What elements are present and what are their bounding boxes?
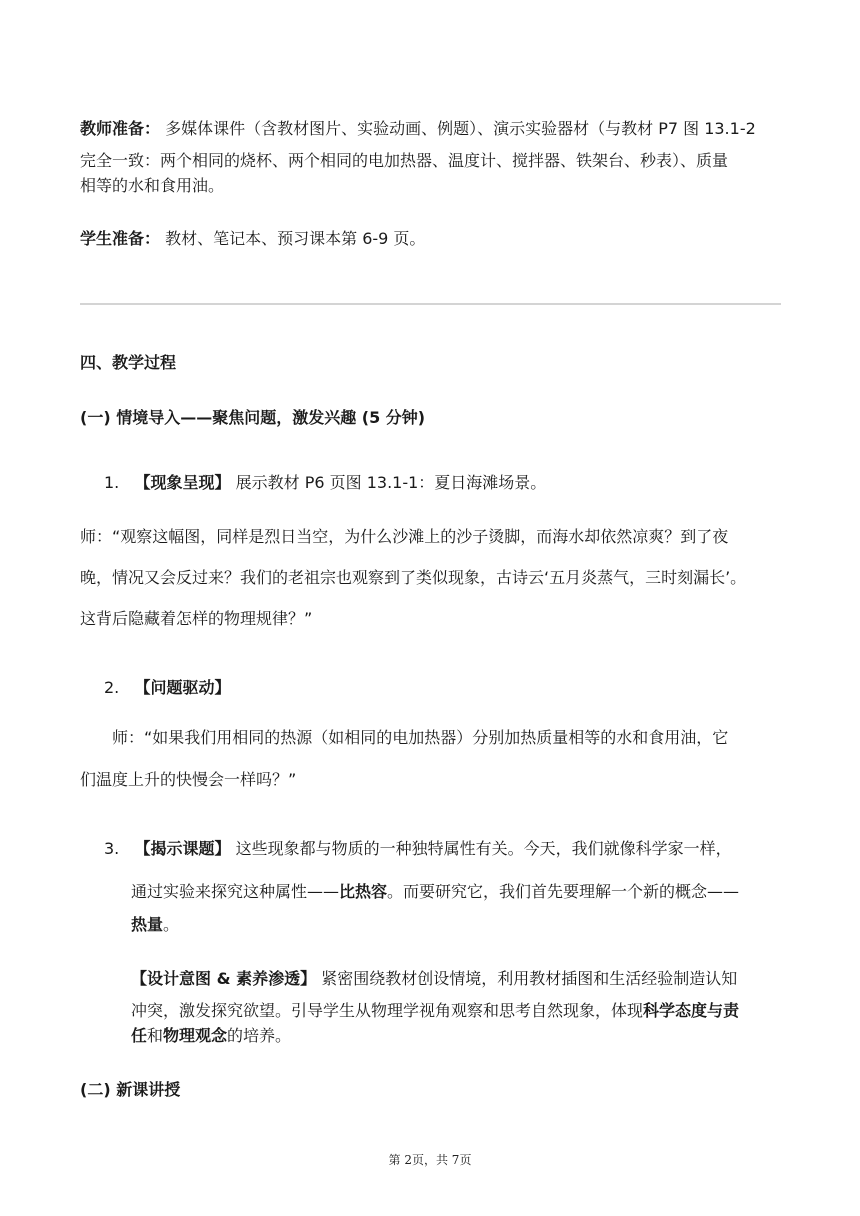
teacher-prep-line-3: 相等的水和食用油。	[80, 176, 225, 195]
section-heading: 四、教学过程	[80, 353, 177, 372]
list-number: 1.	[104, 473, 120, 492]
design-intent-line-1	[131, 968, 782, 990]
subsection-heading-new-lesson: (二) 新课讲授	[80, 1080, 181, 1099]
list-item-2	[104, 677, 782, 699]
text-segment: 和	[147, 1026, 164, 1045]
text-segment: 。	[163, 915, 180, 934]
section-divider	[80, 303, 781, 305]
keyword-science-attitude: 科学态度与责	[643, 1001, 740, 1020]
list-item-1	[104, 472, 782, 494]
list-item-label: 【问题驱动】	[134, 678, 231, 697]
text-segment: 。而要研究它，我们首先要理解一个新的概念——	[387, 882, 740, 901]
list-item-text: 这些现象都与物质的一种独特属性有关。今天，我们就像科学家一样，	[235, 839, 732, 858]
keyword-heat: 热量	[131, 915, 164, 934]
teacher-prep-text: 多媒体课件（含教材图片、实验动画、例题）、演示实验器材（与教材 P7 图 13.1-2	[165, 119, 756, 138]
list-item-3-line-3	[131, 914, 782, 936]
paragraph-2-line-2: 们温度上升的快慢会一样吗？”	[80, 770, 297, 789]
list-number: 2.	[104, 678, 120, 697]
paragraph-1-line-1: 师：“观察这幅图，同样是烈日当空，为什么沙滩上的沙子烫脚，而海水却依然凉爽？到了夜	[80, 527, 729, 546]
list-number: 3.	[104, 839, 120, 858]
paragraph-2-line-1: 师：“如果我们用相同的热源（如相同的电加热器）分别加热质量相等的水和食用油，它	[112, 728, 729, 747]
list-item-label: 【现象呈现】	[134, 473, 231, 492]
list-item-text: 展示教材 P6 页图 13.1-1：夏日海滩场景。	[235, 473, 547, 492]
keyword-specific-heat: 比热容	[339, 882, 388, 901]
design-intent-label: 【设计意图 & 素养渗透】	[131, 969, 317, 988]
student-prep-text: 教材、笔记本、预习课本第 6-9 页。	[165, 229, 426, 248]
list-item-label: 【揭示课题】	[134, 839, 231, 858]
keyword-science-attitude-end: 任	[131, 1026, 148, 1045]
teacher-prep-line-1	[80, 118, 782, 140]
design-intent-line-3	[131, 1025, 782, 1047]
paragraph-1-line-3: 这背后隐藏着怎样的物理规律？”	[80, 609, 313, 628]
teacher-prep-line-2: 完全一致：两个相同的烧杯、两个相同的电加热器、温度计、搅拌器、铁架台、秒表）、质量	[80, 151, 729, 170]
text-segment: 冲突，激发探究欲望。引导学生从物理学视角观察和思考自然现象，体现	[131, 1001, 644, 1020]
student-prep	[80, 228, 782, 250]
list-item-3	[104, 838, 782, 860]
list-item-3-line-2	[131, 881, 782, 903]
text-segment: 的培养。	[227, 1026, 292, 1045]
student-prep-label: 学生准备：	[80, 229, 161, 248]
paragraph-1-line-2: 晚，情况又会反过来？我们的老祖宗也观察到了类似现象，古诗云‘五月炎蒸气，三时刻漏长’。	[80, 568, 747, 587]
design-intent-line-2	[131, 1000, 782, 1022]
keyword-physics-concept: 物理观念	[163, 1026, 228, 1045]
subsection-heading-intro: (一) 情境导入——聚焦问题，激发兴趣 (5 分钟)	[80, 408, 426, 427]
teacher-prep-label: 教师准备：	[80, 119, 161, 138]
page-number-footer: 第 2页，共 7页	[388, 1153, 472, 1167]
text-segment: 通过实验来探究这种属性——	[131, 882, 340, 901]
text-segment: 紧密围绕教材创设情境，利用教材插图和生活经验制造认知	[321, 969, 738, 988]
